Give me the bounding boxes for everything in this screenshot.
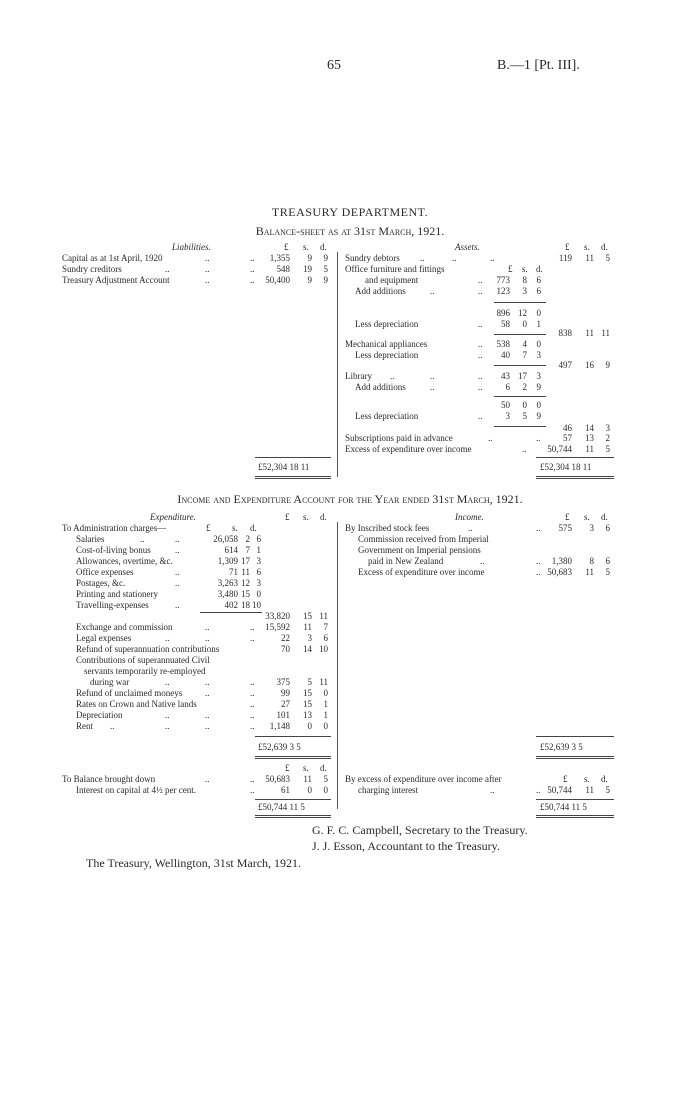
asset-pounds: 46 <box>563 423 572 433</box>
admin-item: Allowances, overtime, &c. 1,309 17 3 paid in New Zealand .. .. 1,380 8 6 <box>76 556 610 566</box>
asset-pence: 6 <box>536 286 541 296</box>
income-pounds: 1,380 <box>551 556 572 566</box>
asset-label: Less depreciation <box>355 411 419 421</box>
place-date: The Treasury, Wellington, 31st March, 1921. <box>86 856 302 870</box>
page-number: 65 <box>327 58 341 73</box>
asset-pounds: 123 <box>496 286 510 296</box>
liability-pounds: 1,355 <box>269 253 290 263</box>
rule <box>255 457 331 458</box>
shilling-subhead: s. <box>232 523 238 533</box>
total-right-2: £50,744 11 5 <box>540 802 587 812</box>
admin-label: Salaries <box>76 534 105 544</box>
admin-heading-row: To Administration charges— £ s. d. By Inscribed stock fees .. .. 575 3 6 <box>62 523 610 533</box>
admin-shillings: 17 <box>241 556 250 566</box>
expenditure-shillings: 11 <box>303 622 312 632</box>
admin-pounds: 3,480 <box>217 589 238 599</box>
expenditure-pounds: 375 <box>276 677 290 687</box>
liability-pounds: 548 <box>276 264 290 274</box>
liability-shillings: 9 <box>307 253 312 263</box>
liability-shillings: 9 <box>307 275 312 285</box>
asset-row-mechanical-net <box>0 360 700 371</box>
ie-totals-2 <box>0 802 700 813</box>
admin-label: Postages, &c. <box>76 578 126 588</box>
asset-label: Add additions <box>355 382 406 392</box>
rule <box>536 799 614 800</box>
rule <box>536 756 614 757</box>
income-pence: 5 <box>605 567 610 577</box>
expenditure-item: Rent .. .. .. .. 1,148 0 0 <box>76 721 328 731</box>
income-label: Excess of expenditure over income <box>358 567 485 577</box>
asset-row-office-net <box>0 328 700 339</box>
rule <box>255 736 331 737</box>
asset-label: Office furniture and fittings <box>345 264 445 274</box>
expenditure-shillings: 15 <box>303 699 312 709</box>
admin-shillings: 2 <box>245 534 250 544</box>
expenditure-label: Depreciation <box>76 710 123 720</box>
asset-shillings: 11 <box>585 328 594 338</box>
liability-label: Capital as at 1st April, 1920 <box>62 253 163 263</box>
expenditure-pence: 11 <box>319 677 328 687</box>
income-shillings: 8 <box>589 556 594 566</box>
admin-label: Cost-of-living bonus <box>76 545 151 555</box>
asset-shillings: 3 <box>522 286 527 296</box>
admin-pounds: 614 <box>224 545 238 555</box>
asset-shillings: 8 <box>522 275 527 285</box>
column-divider <box>337 252 338 477</box>
expenditure-pence: 0 <box>323 785 328 795</box>
asset-shillings: 17 <box>518 371 527 381</box>
rule <box>536 758 614 759</box>
expenditure-pounds: 22 <box>281 633 290 643</box>
expenditure-shillings: 11 <box>303 774 312 784</box>
asset-pounds: 497 <box>558 360 572 370</box>
liability-pence: 9 <box>323 253 328 263</box>
asset-row-office-depreciation: Less depreciation .. 58 0 1 <box>355 319 541 329</box>
admin-item: Office expenses .. 71 11 6 Excess of expenditure over income .. 50,683 11 5 <box>76 567 610 577</box>
admin-total-shillings: 15 <box>303 611 312 621</box>
rule <box>255 756 331 757</box>
lsd-row <box>0 763 700 774</box>
rule <box>494 396 546 397</box>
pence-head: d. <box>320 763 327 773</box>
asset-pence: 3 <box>536 350 541 360</box>
ie-headings <box>0 512 700 523</box>
expenditure-label: servants temporarily re-employed <box>84 666 206 676</box>
asset-pence: 5 <box>605 253 610 263</box>
admin-pence: 6 <box>256 534 261 544</box>
contrib-line <box>0 666 700 677</box>
expenditure-item: Exchange and commission .. .. 15,592 11 7 <box>76 622 328 632</box>
shilling-head: s. <box>303 242 309 252</box>
income-pence: 6 <box>605 523 610 533</box>
asset-shillings: 5 <box>522 411 527 421</box>
income-label: Government on Imperial pensions <box>358 545 481 555</box>
contrib-line <box>0 655 700 666</box>
income-expenditure-title: Income and Expenditure Account for the Year ended 31st March, 1921. <box>177 492 523 506</box>
income-pounds: 50,744 <box>547 785 572 795</box>
expenditure-item: Depreciation .. .. .. 101 13 1 <box>76 710 328 720</box>
asset-label: Sundry debtors <box>345 253 400 263</box>
pence-head-right: d. <box>601 512 608 522</box>
asset-row-office <box>0 264 700 275</box>
shilling-subhead: s. <box>522 264 528 274</box>
expenditure-label: Refund of unclaimed moneys <box>76 688 183 698</box>
income-expenditure <box>0 512 700 812</box>
liability-pence: 5 <box>323 264 328 274</box>
asset-pounds: 119 <box>558 253 572 263</box>
asset-label: Mechanical appliances <box>345 339 428 349</box>
admin-total-row <box>0 611 700 622</box>
expenditure-label: Refund of superannuation contributions <box>76 644 220 654</box>
liability-pence: 9 <box>323 275 328 285</box>
admin-item: Postages, &c. .. 3,263 12 3 <box>76 578 261 588</box>
liabilities-heading: Liabilities. <box>172 242 211 252</box>
expenditure-pence: 7 <box>323 622 328 632</box>
income-label: charging interest <box>358 785 419 795</box>
income-pence: 5 <box>605 785 610 795</box>
shilling-head: s. <box>303 763 309 773</box>
expenditure-pence: 1 <box>323 699 328 709</box>
asset-row-office-additions: Add additions .. .. 123 3 6 <box>355 286 541 296</box>
expenditure-item: Rates on Crown and Native lands .. 27 15 1 <box>76 699 328 709</box>
asset-pounds: 43 <box>501 371 510 381</box>
pence-head: d. <box>320 512 327 522</box>
pound-head-right: £ <box>565 242 570 252</box>
asset-pence: 2 <box>605 433 610 443</box>
asset-shillings: 16 <box>585 360 594 370</box>
asset-shillings: 11 <box>585 253 594 263</box>
asset-label: Subscriptions paid in advance <box>345 433 453 443</box>
shilling-head: s. <box>303 512 309 522</box>
asset-shillings: 11 <box>585 444 594 454</box>
asset-pence: 0 <box>536 308 541 318</box>
asset-shillings: 14 <box>585 423 594 433</box>
expenditure-shillings: 15 <box>303 688 312 698</box>
balance-sheet-title: Balance-sheet as at 31st March, 1921. <box>255 224 445 238</box>
pence-head-right: d. <box>601 242 608 252</box>
expenditure-pence: 0 <box>323 688 328 698</box>
admin-pence: 10 <box>252 600 261 610</box>
income-pence: 6 <box>605 556 610 566</box>
expenditure-label: Interest on capital at 4½ per cent. <box>76 785 196 795</box>
asset-row-excess: Excess of expenditure over income .. 50,744 11 5 <box>345 444 610 454</box>
expenditure-heading: Expenditure. <box>150 512 196 522</box>
expenditure-item <box>0 644 700 655</box>
admin-total-pounds: 33,820 <box>265 611 290 621</box>
admin-pence: 6 <box>256 567 261 577</box>
asset-pence: 9 <box>536 382 541 392</box>
asset-pounds: 3 <box>505 411 510 421</box>
total-assets: £52,304 18 11 <box>540 462 592 472</box>
expenditure-label: Rent <box>76 721 93 731</box>
admin-shillings: 11 <box>241 567 250 577</box>
total-income: £52,639 3 5 <box>540 742 583 752</box>
pence-subhead: d. <box>250 523 257 533</box>
expenditure-pounds: 61 <box>281 785 290 795</box>
asset-pounds: 57 <box>563 433 572 443</box>
admin-pounds: 1,309 <box>217 556 238 566</box>
asset-pounds: 773 <box>496 275 510 285</box>
asset-shillings: 0 <box>522 319 527 329</box>
rule <box>536 815 614 816</box>
asset-label: Less depreciation <box>355 319 419 329</box>
pound-head: £ <box>285 512 290 522</box>
balance-totals <box>0 462 700 473</box>
admin-pence: 1 <box>256 545 261 555</box>
expenditure-label: during war <box>90 677 130 687</box>
pound-subhead: £ <box>508 264 513 274</box>
total-liabilities: £52,304 18 11 <box>258 462 310 472</box>
total-left-2: £50,744 11 5 <box>258 802 305 812</box>
rule <box>536 817 614 818</box>
income-shillings: 3 <box>589 523 594 533</box>
asset-pence: 1 <box>536 319 541 329</box>
liability-pounds: 50,400 <box>265 275 290 285</box>
admin-shillings: 12 <box>241 578 250 588</box>
asset-label: Library <box>345 371 372 381</box>
asset-pounds: 6 <box>505 382 510 392</box>
income-label: paid in New Zealand <box>368 556 444 566</box>
expenditure-shillings: 3 <box>307 633 312 643</box>
asset-shillings: 7 <box>522 350 527 360</box>
asset-row-mechanical-depreciation: Less depreciation .. 40 7 3 <box>355 350 541 360</box>
income-heading: Income. <box>455 512 484 522</box>
pound-head-right: £ <box>563 774 568 784</box>
expenditure-label: Contributions of superannuated Civil <box>76 655 210 665</box>
interest-row: Interest on capital at 4½ per cent. .. 61 0 0 charging interest .. .. 50,744 11 5 <box>76 785 610 795</box>
page-reference: B.—1 [Pt. III]. <box>497 58 580 73</box>
rule <box>255 815 331 816</box>
admin-label: Travelling-expenses <box>76 600 149 610</box>
admin-item <box>0 589 700 600</box>
admin-shillings: 18 <box>241 600 250 610</box>
asset-row-library-additions: Add additions .. .. 6 2 9 <box>355 382 541 392</box>
asset-row-library-depreciation: Less depreciation .. 3 5 9 <box>355 411 541 421</box>
admin-shillings: 7 <box>245 545 250 555</box>
expenditure-pence: 1 <box>323 710 328 720</box>
admin-pounds: 3,263 <box>217 578 238 588</box>
asset-row-library-subtotal <box>0 400 700 411</box>
admin-label: Printing and stationery <box>76 589 158 599</box>
admin-label: Allowances, overtime, &c. <box>76 556 173 566</box>
admin-pounds: 71 <box>229 567 238 577</box>
asset-row-mechanical: Mechanical appliances .. 538 4 0 <box>345 339 541 349</box>
asset-shillings: 13 <box>585 433 594 443</box>
asset-pence: 3 <box>536 371 541 381</box>
admin-pounds: 402 <box>224 600 238 610</box>
asset-pence: 9 <box>536 411 541 421</box>
pound-subhead: £ <box>206 523 211 533</box>
asset-row-library: Library .. .. .. 43 17 3 <box>345 371 541 381</box>
rule <box>494 302 546 303</box>
asset-row-subscriptions: Subscriptions paid in advance .. .. 57 13 2 <box>345 433 610 443</box>
expenditure-pence: 10 <box>319 644 328 654</box>
asset-pence: 6 <box>536 275 541 285</box>
asset-pence: 0 <box>536 339 541 349</box>
rule <box>255 799 331 800</box>
admin-pence: 3 <box>256 578 261 588</box>
asset-pence: 3 <box>605 423 610 433</box>
expenditure-item: Legal expenses .. .. .. 22 3 6 <box>76 633 328 643</box>
rule <box>255 817 331 818</box>
income-pounds: 50,683 <box>547 567 572 577</box>
asset-label: Less depreciation <box>355 350 419 360</box>
expenditure-label: Legal expenses <box>76 633 132 643</box>
asset-shillings: 2 <box>522 382 527 392</box>
asset-label: Add additions <box>355 286 406 296</box>
income-shillings: 11 <box>585 567 594 577</box>
rule <box>536 457 614 458</box>
expenditure-item: Refund of unclaimed moneys .. .. 99 15 0 <box>76 688 328 698</box>
asset-pounds: 50 <box>501 400 510 410</box>
asset-pounds: 838 <box>558 328 572 338</box>
asset-shillings: 12 <box>518 308 527 318</box>
admin-heading: To Administration charges— <box>62 523 167 533</box>
expenditure-pounds: 101 <box>276 710 290 720</box>
admin-item: Travelling-expenses .. 402 18 10 <box>76 600 261 610</box>
expenditure-pounds: 50,683 <box>265 774 290 784</box>
rule <box>536 478 614 479</box>
income-label: By excess of expenditure over income after <box>345 774 502 784</box>
shilling-head-right: s. <box>584 512 590 522</box>
ie-totals <box>0 742 700 753</box>
asset-label: and equipment <box>365 275 419 285</box>
shilling-head-right: s. <box>584 774 590 784</box>
admin-label: Office expenses <box>76 567 134 577</box>
shilling-head-right: s. <box>584 242 590 252</box>
liability-label: Treasury Adjustment Account <box>62 275 170 285</box>
asset-pounds: 896 <box>496 308 510 318</box>
expenditure-pence: 5 <box>323 774 328 784</box>
asset-shillings: 4 <box>522 339 527 349</box>
expenditure-pounds: 99 <box>281 688 290 698</box>
contrib-line: during war .. .. .. 375 5 11 <box>90 677 328 687</box>
liability-row: Treasury Adjustment Account .. .. 50,400 9 9 <box>62 275 328 285</box>
expenditure-shillings: 5 <box>307 677 312 687</box>
expenditure-label: Rates on Crown and Native lands <box>76 699 197 709</box>
asset-pence: 0 <box>536 400 541 410</box>
department-title: TREASURY DEPARTMENT. <box>271 205 429 219</box>
admin-pounds: 26,058 <box>213 534 238 544</box>
rule <box>255 478 331 479</box>
expenditure-pounds: 27 <box>281 699 290 709</box>
expenditure-shillings: 14 <box>303 644 312 654</box>
pence-subhead: d. <box>536 264 543 274</box>
pound-head: £ <box>284 242 289 252</box>
asset-shillings: 0 <box>522 400 527 410</box>
expenditure-pounds: 1,148 <box>269 721 290 731</box>
admin-item: Cost-of-living bonus .. 614 7 1 Government on Imperial pensions <box>76 545 481 555</box>
asset-row-office-equipment: and equipment .. 773 8 6 <box>365 275 541 285</box>
admin-shillings: 15 <box>241 589 250 599</box>
asset-pounds: 538 <box>496 339 510 349</box>
income-label: Commission received from Imperial <box>358 534 489 544</box>
assets-heading: Assets. <box>455 242 480 252</box>
liability-shillings: 19 <box>303 264 312 274</box>
expenditure-pence: 0 <box>323 721 328 731</box>
rule <box>536 476 614 477</box>
expenditure-pounds: 15,592 <box>265 622 290 632</box>
asset-pence: 11 <box>601 328 610 338</box>
liability-row: Sundry creditors .. .. .. 548 19 5 <box>62 264 328 274</box>
pence-head: d. <box>320 242 327 252</box>
income-shillings: 11 <box>585 785 594 795</box>
pound-head-right: £ <box>565 512 570 522</box>
total-expenditure: £52,639 3 5 <box>258 742 301 752</box>
expenditure-label: Exchange and commission <box>76 622 173 632</box>
balance-sheet <box>0 242 700 482</box>
asset-pence: 5 <box>605 444 610 454</box>
asset-label: Excess of expenditure over income <box>345 444 472 454</box>
expenditure-shillings: 0 <box>307 721 312 731</box>
asset-pence: 9 <box>605 360 610 370</box>
expenditure-pounds: 70 <box>281 644 290 654</box>
rule <box>255 758 331 759</box>
income-label: By Inscribed stock fees <box>345 523 430 533</box>
rule <box>255 476 331 477</box>
admin-pence: 3 <box>256 556 261 566</box>
column-divider <box>337 522 338 809</box>
liability-label: Sundry creditors <box>62 264 122 274</box>
asset-pounds: 58 <box>501 319 510 329</box>
asset-row-sundry-debtors: Sundry debtors .. .. .. 119 11 5 <box>345 253 610 263</box>
asset-pounds: 50,744 <box>547 444 572 454</box>
liability-row: Capital as at 1st April, 1920 .. .. 1,355 9 9 <box>62 253 328 263</box>
admin-pence: 0 <box>256 589 261 599</box>
pence-head-right: d. <box>601 774 608 784</box>
admin-total-pence: 11 <box>319 611 328 621</box>
admin-item: Salaries .. .. 26,058 2 6 Commission received from Imperial <box>76 534 489 544</box>
balance-sheet-headings <box>0 242 700 253</box>
pound-head: £ <box>285 763 290 773</box>
asset-row-office-subtotal <box>0 308 700 319</box>
rule <box>536 736 614 737</box>
expenditure-shillings: 13 <box>303 710 312 720</box>
income-pounds: 575 <box>558 523 572 533</box>
expenditure-shillings: 0 <box>307 785 312 795</box>
expenditure-label: To Balance brought down <box>62 774 156 784</box>
signature-accountant: J. J. Esson, Accountant to the Treasury. <box>312 839 500 853</box>
balance-down-row: To Balance brought down .. .. 50,683 11 5 By excess of expenditure over income after £ s. d. <box>62 774 608 784</box>
signature-secretary: G. F. C. Campbell, Secretary to the Treasury. <box>312 823 528 837</box>
expenditure-pence: 6 <box>323 633 328 643</box>
asset-pounds: 40 <box>501 350 510 360</box>
